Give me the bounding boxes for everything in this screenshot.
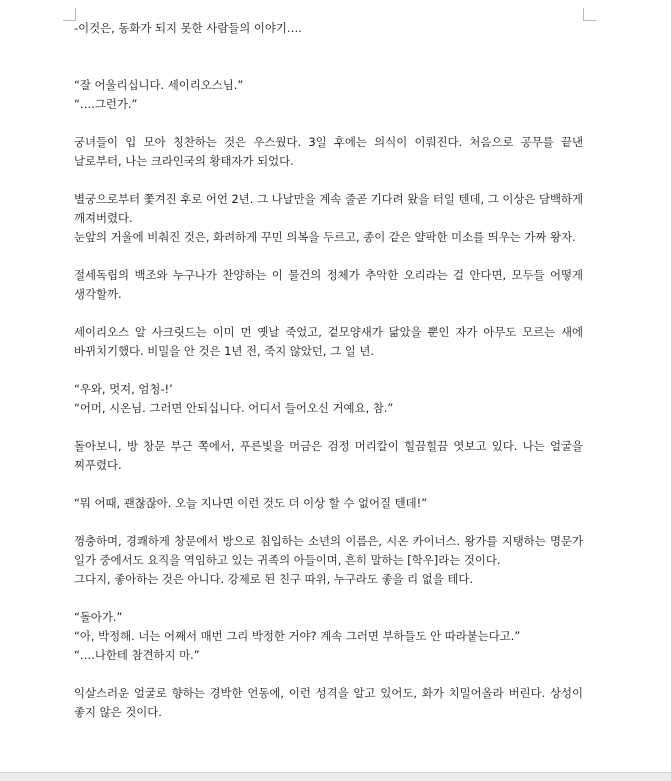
paragraph-2 [74,133,583,171]
paragraph-9 [74,532,583,589]
text-line: “돌아가.” [74,610,123,624]
blank-space [74,38,583,76]
paragraph-7 [74,437,583,475]
paragraph-10 [74,608,583,665]
page-corner-mark-top-right [583,8,596,21]
paragraph-3 [74,190,583,247]
paragraph-1 [74,76,583,114]
text-line: 익살스러운 얼굴로 향하는 경박한 언동에, 이런 성격을 알고 있어도, 화가 치밀어올라 버린다. 상성이 좋지 않은 것이다. [74,686,583,719]
text-line: “….그런가.” [74,97,138,111]
text-line: 돌아보니, 방 창문 부근 쪽에서, 푸른빛을 머금은 검정 머리칼이 힐끔힐끔 엿보고 있다. 나는 얼굴을 찌푸렸다. [74,439,583,472]
text-line: 궁녀들이 입 모아 칭찬하는 것은 우스웠다. 3일 후에는 의식이 이뤄진다. 처음으로 공무를 끝낸 날로부터, 나는 크라인국의 황태자가 되었다. [74,135,583,168]
text-line: 별궁으로부터 쫓겨진 후로 어언 2년. 그 나날만을 계속 줄곧 기다려 왔을 터일 텐데, 그 이상은 담백하게 깨져버렸다. [74,192,583,225]
paragraph-8 [74,494,583,513]
text-line: 껑충하며, 경쾌하게 창문에서 방으로 침입하는 소년의 이름은, 시온 카이너스. 왕가를 지탱하는 명문가 일가 중에서도 요직을 역임하고 있는 귀족의 아들이며, 흔히 말하는 [학우]라는 것이다. [74,534,583,567]
paragraph-4 [74,266,583,304]
text-line: “우와, 멋져, 엄청-!’ [74,382,173,396]
header-line: -이것은, 동화가 되지 못한 사람들의 이야기…. [74,21,302,35]
paragraph-5 [74,323,583,361]
text-line: 절세독립의 백조와 누구나가 찬양하는 이 물건의 정체가 추악한 오리라는 걸 안다면, 모두들 어떻게 생각할까. [74,268,583,301]
text-line: 그다지, 좋아하는 것은 아니다. 강제로 된 친구 따위, 누구라도 좋을 리 없을 테다. [74,572,474,586]
text-line: “잘 어울리십니다. 세이리오스님.” [74,78,244,92]
paragraph-6 [74,380,583,418]
document-body[interactable] [74,19,583,741]
text-line: “어머, 시온님. 그러면 안되십니다. 어디서 들어오신 거예요, 참.” [74,401,394,415]
text-line: 눈앞의 거울에 비춰진 것은, 화려하게 꾸민 의복을 두르고, 종이 같은 얄팍한 미소를 띄우는 가짜 왕자. [74,230,576,244]
text-line: “….나한테 참견하지 마.” [74,648,200,662]
paragraph-11 [74,684,583,722]
text-line: 세이리오스 알 사크릿드는 이미 먼 옛날 죽었고, 겉모양새가 닮았을 뿐인 자가 아무도 모르는 새에 바뀌치기했다. 비밀을 안 것은 1년 전, 죽지 않았던, 그 일 년. [74,325,583,358]
text-line: “뭐 어때, 괜찮잖아. 오늘 지나면 이런 것도 더 이상 할 수 없어질 텐데!” [74,496,428,510]
text-line: “아, 박정해. 너는 어째서 매번 그리 박정한 거야? 계속 그러면 부하들도 안 따라붙는다고.” [74,629,521,643]
